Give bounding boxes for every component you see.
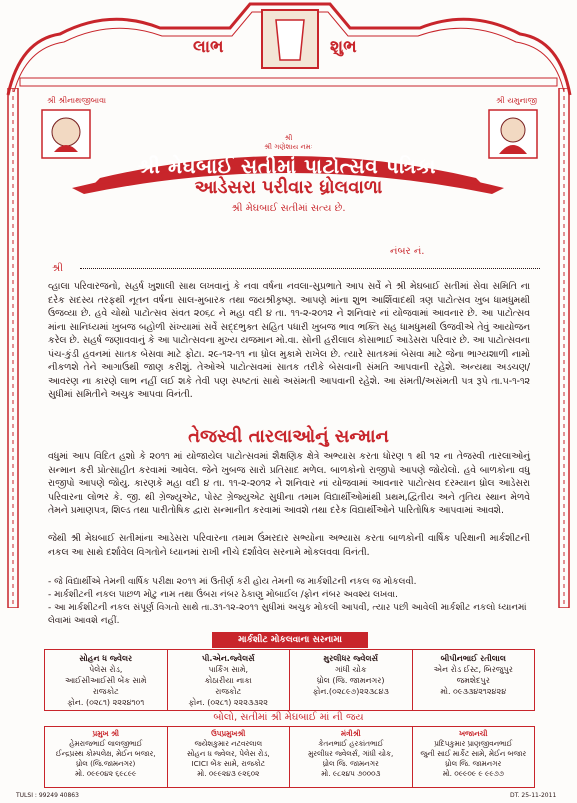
addressee-label: શ્રી [52, 263, 64, 274]
committee-phone: મો. ૦૯૯૦૪૨ ૬૯૮૯૯ [75, 769, 137, 778]
page-title: શ્રી મેઘબાઈ સતીમાં પાટોત્સવ પત્રિકા [137, 154, 436, 178]
address-box [412, 649, 536, 711]
committee-line: ઈન્દ્રપ્રસ્થ કોમ્પલેક્ષ, મેઈન બજાર, [55, 749, 156, 758]
committee-role: ખજાનચી [459, 729, 488, 738]
note-item: - આ માર્કશીટની નકલ સંપૂર્ણ વિગતો સાથે તા.૩૧-૧૨-૨૦૧૧ સુધીમાં અચુક મોકલી આપવી, ત્યાર પછી આવેલી માર્કશીટ નકલો ધ્યાનમાં લેવામાં આવશે નહીં. [48, 603, 527, 626]
yamunaji-caption: શ્રી યમુનાજી [496, 96, 537, 105]
shri-top: શ્રી [284, 134, 293, 142]
printer-credit: TULSI : 99249 40863 [16, 792, 79, 799]
note-item: - માર્કશીટની નકલ પાછળ મોટુ નામ તથા ઉંબરા નંબર ઠેકાણુ મોબાઈલ /ફોન નંબર અવશ્ય લખવા. [48, 590, 398, 600]
address-name: પી.એન.જ્વેલર્સ [201, 654, 255, 663]
address-line: કોઠારીયા નાકા [204, 676, 252, 685]
committee-line: ધ્રોલ જિ. જામનગર [322, 759, 379, 768]
section-heading-honour: તેજસ્વી તારલાઓનું સન્માન [188, 426, 389, 447]
left-decorative-border [6, 88, 20, 608]
note-item: - જે વિદ્યાર્થીએ તેમની વાર્ષિક પરીક્ષા ૨૦૧૧ માં ઉતીર્ણ કરી હોય તેમની જ માર્કશીટની નકલ જ મોકલવી. [48, 577, 417, 587]
address-phone: ફોન.(૦૨૮૯૭)૨૨૩૮૪૩ [312, 687, 389, 696]
address-name: મુરલીધર જ્વેલર્સ [323, 654, 379, 663]
shubh-text: શુભ [330, 37, 357, 57]
address-line: પાર્કિંગ સામે, [208, 665, 249, 674]
committee-line: જુની સાઈ માર્કેટ સામે, મેઈન બજાર [420, 749, 527, 758]
address-phone: ફોન. (૦૨૮૧) ૨૨૨૩૩૨૨ [188, 698, 268, 707]
committee-role: મંત્રીશ્રી [340, 729, 361, 738]
decorative-top-arch [0, 0, 577, 100]
address-box [167, 649, 291, 711]
paragraph-marksheet: જેથી શ્રી મેઘબાઈ સતીમાંના આડેસરા પરિવારના તમામ ઉંમરદાર સભ્યોના અભ્યાસ કરતા બાળકોની વાર્ષિક પરિક્ષાની માર્કશીટની નકલ આ સાથે દર્શાવેલ વિગતોને ધ્યાનમાં રાખી નીચે દર્શાવેલ સરનામે મોકલવવા વિનંતી. [48, 533, 530, 558]
address-table [44, 649, 534, 711]
labh-text: લાભ [193, 37, 224, 57]
ganesh-line: શ્રી ગણેશાય નમઃ [264, 143, 313, 151]
address-line: પેલેસ રોડ, [89, 665, 123, 674]
committee-name: જયેશકુમાર નટવરલાલ [194, 739, 262, 748]
notes-list [48, 576, 530, 628]
right-decorative-border [557, 88, 571, 608]
committee-role: પ્રમુખ શ્રી [92, 729, 119, 738]
committee-table [44, 726, 534, 788]
address-line: જમશેદપુર [456, 676, 490, 685]
address-line: રાજકોટ [215, 687, 242, 696]
address-line: ગાંધી ચોક [335, 665, 367, 674]
invite-number-label: નંબર નં. [390, 246, 425, 257]
addressee-dotted-line [80, 268, 540, 269]
committee-line: ICICI બેંક સામે, રાજકોટ [191, 759, 265, 768]
address-banner: માર્કશીટ મોકલવાના સરનામા [212, 632, 368, 648]
committee-box [44, 726, 168, 788]
committee-line: ધ્રોલ (જિ.જામનગર) [76, 759, 136, 768]
shrinathji-caption: શ્રી શ્રીનાથજીબાવા [47, 96, 107, 105]
committee-box [412, 726, 536, 788]
address-name: સોહન ધ જ્વેલર [79, 654, 133, 663]
committee-line: સોહન ધ જ્વેલર, પેલેસ રોડ, [186, 749, 270, 758]
address-phone: ફોન. (૦૨૮૧) ૨૨૨૪૧૦૧ [67, 698, 145, 707]
committee-name: કેતનભાઈ હરકાંતભાઈ [318, 739, 384, 748]
committee-name: હેમરાજભાઈ લાલજીભાઈ [69, 739, 143, 748]
committee-box [289, 726, 413, 788]
address-box [44, 649, 168, 711]
address-phone: મો. ૦૯૩૩૪૨૧૨૪૨૪ [440, 687, 507, 696]
address-line: આઈસીઆઈસી બેંક સામે [65, 676, 147, 685]
committee-phone: મો. ૯૮૨૪૫ ૭૦૦૦૩ [321, 769, 381, 778]
committee-box [167, 726, 291, 788]
paragraph-honour: વધુમાં આપ વિદિત હશો કે ૨૦૧૧ માં યોજાયેલ પાટોત્સવમાં શૈક્ષણિક ક્ષેત્રે અભ્યાસ કરતા ધોરણ ૧ થી ૧૨ ના તેજસ્વી તારલાઓનું સન્માન કરી પ્રોત્સાહીત કરવામાં આવેલ. જેને ખુબજ સારો પ્રતિસાદ મળેલ. બાળકોનો રાજીપો આપણે જોયેલો. હવે બાળકોના વધુ રાજીપો આપણે જોયુ. કારણકે મહા વદી ૪ તા. ૧૧-૨-૨૦૧૨ ને શનિવાર નાં યોજવામાં આવનાર પાટોત્સવ દરમ્યાન ધ્રોલ આડેસરા પરિવારના લોભર કે. જી. થી ગ્રેજ્યુએટ, પોસ્ટ ગ્રેજ્યુએટ સુધીના તમામ વિદ્યાર્થીઓમાંથી પ્રથમ,દ્વિતીય અને તૃતિય સ્થાન મેળવે તેમને પ્રમાણપત્ર, શિલ્ડ તથા પારીતોષિક દ્વારા સન્માનીત કરવામાં આવશે તથા દરેક વિદ્યાર્થીઓને પારિતોષિક આપવામાં આવશે. [48, 451, 530, 516]
address-line: ધ્રોલ (જિ. જામનગર) [316, 676, 385, 685]
committee-line: મુરલીધર જ્વેલર્સ, ગાંધી ચોક, [308, 749, 394, 758]
address-name: બીપીનભાઈ રતીલાલ [440, 654, 506, 663]
family-name: આડેસરા પરીવાર ધ્રોલવાળા [194, 177, 383, 198]
paragraph-intro: વ્હાલા પરિવારજનો, સહર્ષ ખુશાલી સાથ લખવાનું કે નવા વર્ષના નવલા-સુપ્રભાતે આપ સર્વે ને શ્રી મેઘબાઈ સતીમાં સેવા સમિતિ ના દરેક સદસ્ય તરફથી નૂતન વર્ષના સાલ-મુબારક તથા જયશ્રીકૃષ્ણ. આપણે માંના શુભ આર્શિવાદથી ત્રણ પાટોત્સવ ખુબ ધામધુમથી ઉજવ્યા છે. હવે ચોથો પાટોત્સવ સંવત ૨૦૬૮ ને મહા વદી ૪ તા. ૧૧-૨-૨૦૧૨ ને શનિવાર નાં યોજવામાં આવનાર છે. આ પાટોત્સવ માંના સાનિધ્યમાં ખુબજ બહોળી સંખ્યામાં સર્વે સદ્દભુક્ત સહિત પધારી ખુબજ ભાવ ભક્તિ સહ ધામધુમથી ઉજવીએ તેવું આયોજન કરેલ છે. સહર્ષ જણાવવાનું કે આ પાટોત્સવના મુખ્ય યજમાન મો.વા. સોની હરીલાલ કોસાભાઈ આડેસરા પરિવાર છે. આ પાટોત્સવના પંચ-કુંડી હવનમાં સાતક બેસવા માટે ફોટા. ૨૯-૧૨-૧૧ ના ધ્રોલ મુકામે રાખેલ છે. ત્યારે સાતકમાં બેસવા માટે જેના ભાગ્યશાળી નામો નીકળશે તેને આગાઉથી જાણ કરીશું. તેઓએ પાટોત્સવમાં સાતક તરીકે બેસવાની સંમતિ આપવાની રહેશે. અન્યથા અડચણ/આવરણ ના કારણે લાભ નહીં લઈ શકે તેવી પણ સ્પષ્ટતાં સાથે અસંમતી આપવાની રહેશે. આ સંમતી/અસંમતી પત્ર રૂપે તા.૫-૧-૧૨ સુધીમાં સમિતીને અચુક આપવા વિનંતી. [48, 281, 530, 400]
committee-phone: મો. ૦૯૯૦૯ ૯ ૯૯૭૭ [442, 769, 504, 778]
satya-line: શ્રી મેઘબાઈ સતીમાં સત્ય છે. [231, 203, 346, 214]
address-line: એન રોડ ઈસ્ટ, બિરજુપુર [433, 665, 513, 674]
committee-role: ઉપપ્રમુખશ્રી [211, 729, 246, 738]
committee-name: પ્રદિપકુમાર પ્રાણજીવનભાઈ [434, 739, 513, 748]
committee-phone: મો. ૦૯૯૨૪૩ ૯૨૬૦૨ [197, 769, 260, 778]
print-date: DT. 25-11-2011 [510, 792, 557, 799]
committee-line: ધ્રોલ જિ. જામનગર [445, 759, 502, 768]
jai-line: બોલો, સતીમાં શ્રી મેઘબાઈ માં ની જય [213, 712, 364, 723]
address-box [289, 649, 413, 711]
address-line: રાજકોટ [92, 687, 119, 696]
